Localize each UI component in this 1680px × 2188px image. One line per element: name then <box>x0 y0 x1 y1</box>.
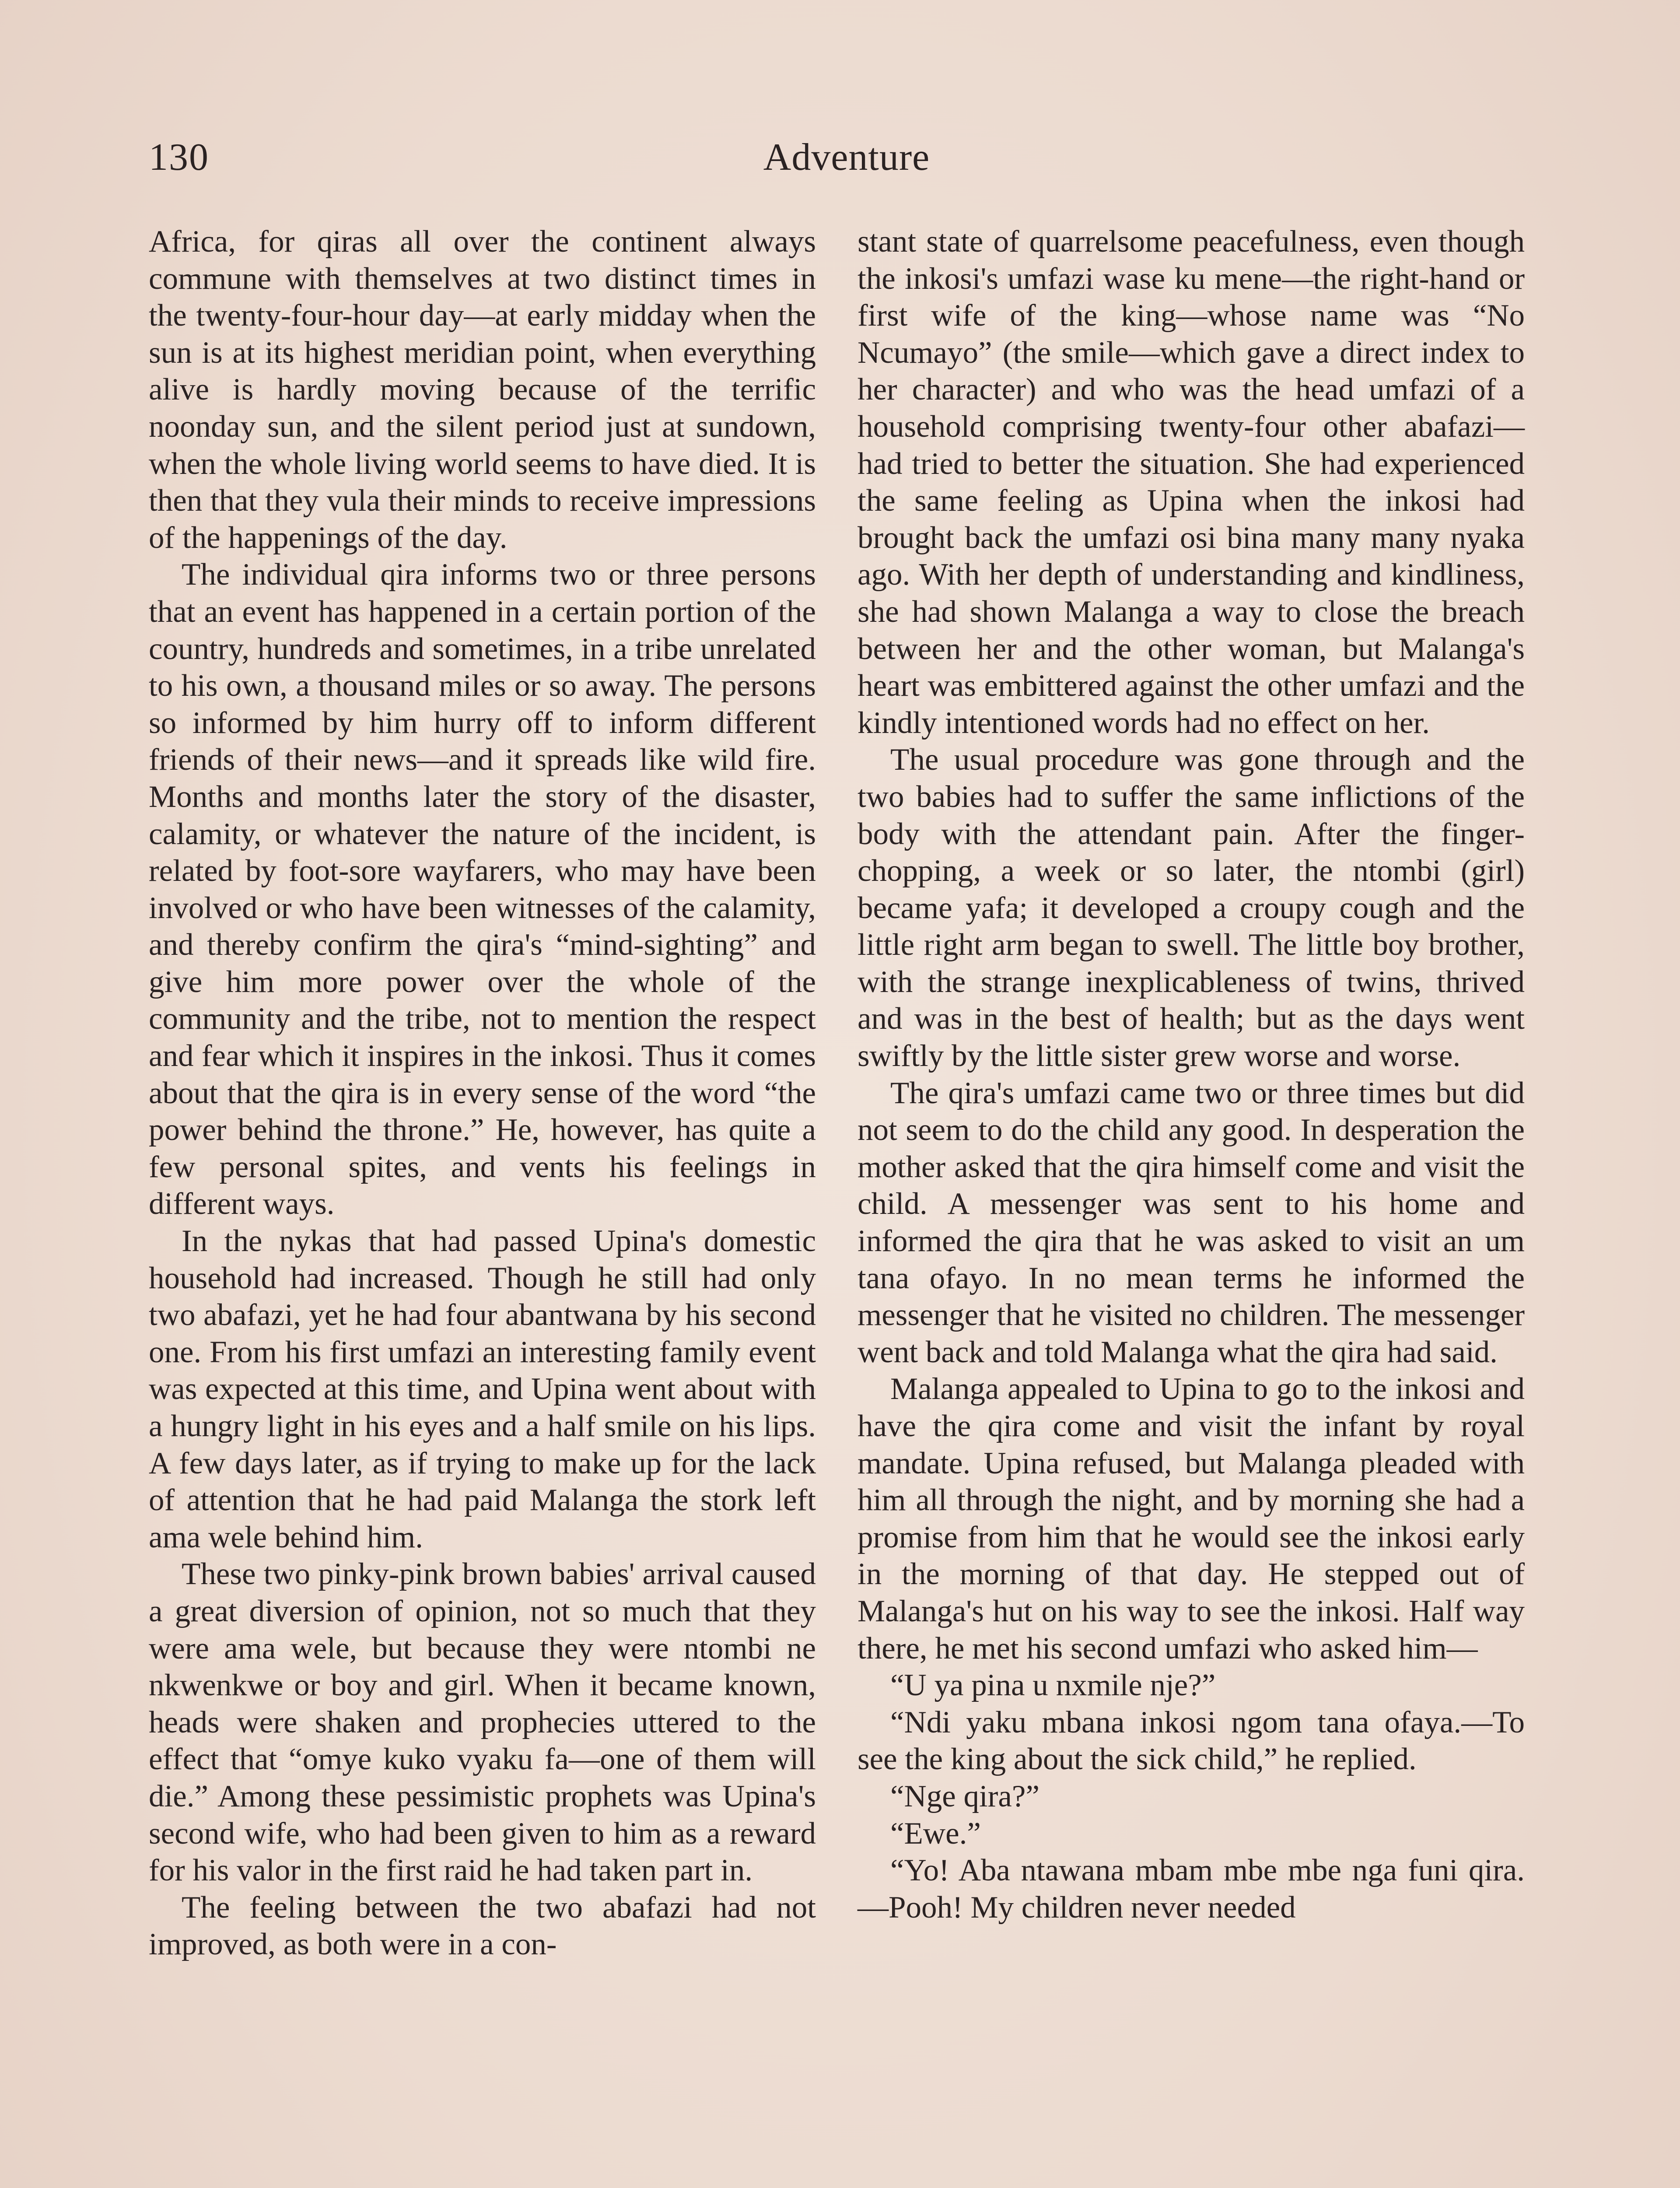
dialogue-line: “Ndi yaku mbana inkosi ngom tana ofaya.—To see the king about the sick child,” he replied. <box>858 1705 1525 1777</box>
paragraph: stant state of quarrelsome peacefulness, even though the inkosi's umfazi wase ku mene—the right-hand or first wife of the king—whose name was “No Ncumayo” (the smile—which gave a direct index to her character) and who was the head umfazi of a household comprising twenty-four other abafazi—had tried to better the situation. She had experienced the same feeling as Upina when the inkosi had brought back the umfazi osi bina many many nyaka ago. With her depth of understanding and kindliness, she had shown Malanga a way to close the breach between her and the other woman, but Malanga's heart was embittered against the other umfazi and the kindly intentioned words had no effect on her. <box>858 224 1525 740</box>
left-column <box>149 223 816 1963</box>
running-title: Adventure <box>763 136 930 179</box>
paragraph: These two pinky-pink brown babies' arrival caused a great diversion of opinion, not so much that they were ama wele, but because they were ntombi ne nkwenkwe or boy and girl. When it became known, heads were shaken and prophecies uttered to the effect that “omye kuko vyaku fa—one of them will die.” Among these pessimistic prophets was Upina's second wife, who had been given to him as a reward for his valor in the first raid he had taken part in. <box>149 1557 816 1888</box>
paragraph: The feeling between the two abafazi had not improved, as both were in a con- <box>149 1890 816 1962</box>
dialogue-line: “Ewe.” <box>890 1816 981 1851</box>
page-number: 130 <box>149 136 209 179</box>
paragraph: The usual procedure was gone through and the two babies had to suffer the same inflictions of the body with the attendant pain. After the finger-chopping, a week or so later, the ntombi (girl) became yafa; it developed a croupy cough and the little right arm began to swell. The little boy brother, with the strange inexplicableness of twins, thrived and was in the best of health; but as the days went swiftly by the little sister grew worse and worse. <box>858 743 1525 1073</box>
dialogue-line: “U ya pina u nxmile nje?” <box>890 1668 1216 1703</box>
paragraph: In the nykas that had passed Upina's domestic household had increased. Though he still had only two abafazi, yet he had four abantwana by his second one. From his first umfazi an interesting family event was expected at this time, and Upina went about with a hungry light in his eyes and a half smile on his lips. A few days later, as if trying to make up for the lack of attention that he had paid Malanga the stork left ama wele behind him. <box>149 1224 816 1554</box>
paragraph: The qira's umfazi came two or three times but did not seem to do the child any good. In desperation the mother asked that the qira himself come and visit the child. A messenger was sent to his home and informed the qira that he was asked to visit an um tana ofayo. In no mean terms he informed the messenger that he visited no children. The messenger went back and told Malanga what the qira had said. <box>858 1076 1525 1369</box>
dialogue-line: “Nge qira?” <box>890 1779 1040 1813</box>
paragraph: Malanga appealed to Upina to go to the inkosi and have the qira come and visit the infant by royal mandate. Upina refused, but Malanga pleaded with him all through the night, and by morning she had a promise from him that he would see the inkosi early in the morning of that day. He stepped out of Malanga's hut on his way to see the inkosi. Half way there, he met his second umfazi who asked him— <box>858 1372 1525 1666</box>
paragraph: The individual qira informs two or three persons that an event has happened in a certain portion of the country, hundreds and sometimes, in a tribe unrelated to his own, a thousand miles or so away. The persons so informed by him hurry off to inform different friends of their news—and it spreads like wild fire. Months and months later the story of the disaster, calamity, or whatever the nature of the incident, is related by foot-sore wayfarers, who may have been involved or who have been witnesses of the calamity, and thereby confirm the qira's “mind-sighting” and give him more power over the whole of the community and the tribe, not to mention the respect and fear which it inspires in the inkosi. Thus it comes about that the qira is in every sense of the word “the power behind the throne.” He, however, has quite a few personal spites, and vents his feelings in different ways. <box>149 558 816 1221</box>
paragraph: Africa, for qiras all over the continent always commune with themselves at two distinct times in the twenty-four-hour day—at early midday when the sun is at its highest meridian point, when everything alive is hardly moving because of the terrific noonday sun, and the silent period just at sundown, when the whole living world seems to have died. It is then that they vula their minds to receive impressions of the happenings of the day. <box>149 224 816 555</box>
right-column <box>858 223 1525 1926</box>
dialogue-line: “Yo! Aba ntawana mbam mbe mbe nga funi qira.—Pooh! My children never needed <box>858 1853 1525 1925</box>
page-header <box>149 131 1544 184</box>
